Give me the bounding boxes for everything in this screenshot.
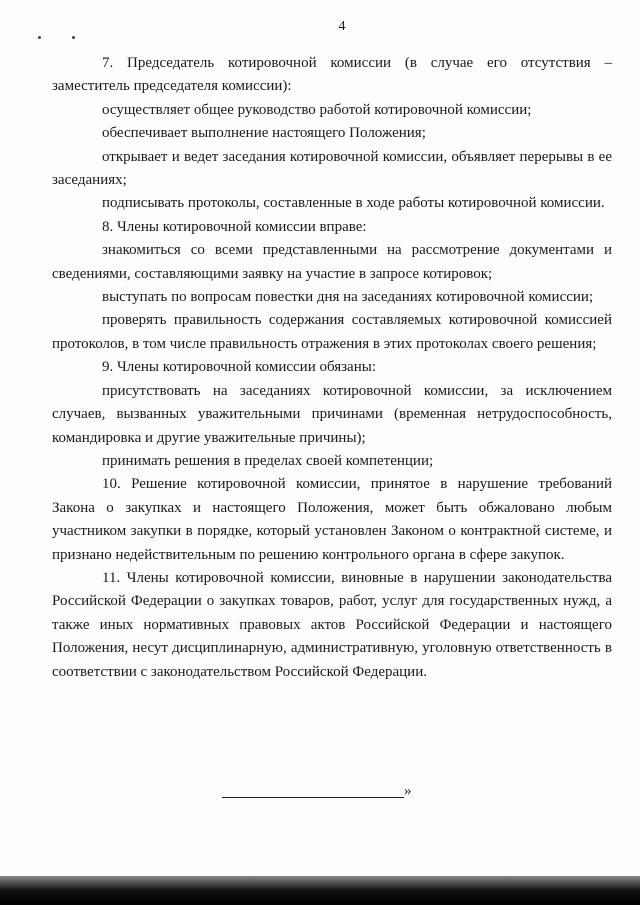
paragraph-7-item-3: открывает и ведет заседания котировочной комиссии, объявляет перерывы в ее заседаниях;	[52, 148, 612, 189]
scan-artifact-dot	[38, 36, 41, 39]
paragraph-9-heading: 9. Члены котировочной комиссии обязаны:	[102, 359, 376, 376]
paragraph-9-item-1: присутствовать на заседаниях котировочной комиссии, за исключением случаев, вызванных уважительными причинами (временная нетрудоспособность, командировка и другие уважительные причины);	[52, 382, 612, 446]
scan-bottom-edge	[0, 876, 640, 905]
paragraph-10: 10. Решение котировочной комиссии, принятое в нарушение требований Закона о закупках и настоящего Положения, может быть обжаловано любым участником закупки в порядке, который установлен Законом о контрактной системе, и признано недействительным по решению контрольного органа в сфере закупок.	[52, 476, 612, 563]
scan-artifact-dot	[72, 36, 75, 39]
paragraph-7-item-1: осуществляет общее руководство работой котировочной комиссии;	[102, 101, 532, 118]
paragraph-8-item-1: знакомиться со всеми представленными на рассмотрение документами и сведениями, составляющими заявку на участие в запросе котировок;	[52, 242, 612, 282]
paragraph-11: 11. Члены котировочной комиссии, виновные в нарушении законодательства Российской Федерации о закупках товаров, работ, услуг для государственных нужд, а также иных нормативных правовых актов Российской Федерации и настоящего Положения, несут дисциплинарную, административную, уголовную ответственность в соответствии с законодательством Российской Федерации.	[52, 569, 612, 680]
paragraph-9-item-2: принимать решения в пределах своей компетенции;	[102, 452, 434, 469]
page-number: 4	[338, 19, 346, 34]
closing-quote-mark: »	[404, 783, 412, 799]
end-line	[222, 797, 404, 798]
paragraph-7-item-4: подписывать протоколы, составленные в ходе работы котировочной комиссии.	[102, 195, 605, 212]
paragraph-8-item-3: проверять правильность содержания составляемых котировочной комиссией протоколов, в том числе правильность отражения в этих протоколах своего решения;	[52, 312, 612, 352]
paragraph-8-heading: 8. Члены котировочной комиссии вправе:	[102, 218, 367, 235]
paragraph-7-item-2: обеспечивает выполнение настоящего Положения;	[102, 125, 426, 142]
paragraph-8-item-2: выступать по вопросам повестки дня на заседаниях котировочной комиссии;	[102, 289, 594, 306]
paragraph-7-heading: 7. Председатель котировочной комиссии (в случае его отсутствия – заместитель председателя комиссии):	[52, 55, 612, 95]
document-body	[52, 52, 612, 684]
